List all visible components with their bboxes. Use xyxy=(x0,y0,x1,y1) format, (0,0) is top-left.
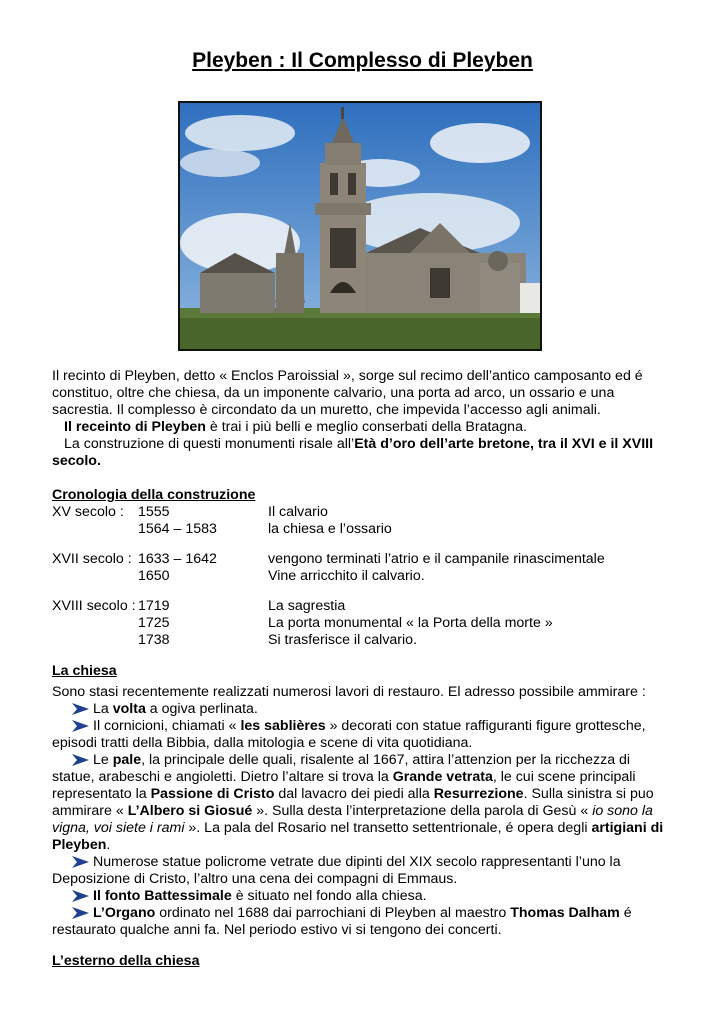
arrow-bullet-icon xyxy=(72,754,89,766)
chronology-group-xvii xyxy=(52,551,672,585)
arrow-bullet-icon xyxy=(72,703,89,715)
page-title: Pleyben : Il Complesso di Pleyben xyxy=(192,49,533,72)
list-item-organo: L’Organo ordinato nel 1688 dai parrochiani di Pleyben al maestro Thomas Dalham é restaurato qualche anni fa. Nel periodo estivo vi si tengono dei concerti. xyxy=(52,905,632,938)
arrow-bullet-icon xyxy=(72,907,89,919)
chronology-row: XVII secolo : 1633 – 1642 vengono terminati l’atrio e il campanile rinascimentale xyxy=(52,551,605,567)
chronology-row: XV secolo : 1555 Il calvario xyxy=(52,504,328,520)
list-item-pale: Le pale, la principale delle quali, risalente al 1667, attira l’attenzion per la ricchezza di statue, arabeschi e angioletti. Dietro l’altare si trova la Grande vetrata, le cui scene principali representato la Passione di Cristo dal lavacro dei piedi alla Resurrezione. Sulla sinistra si puo ammirare « L’Albero si Giosué ». Sulla desta l’interpretazione della parola di Gesù « io sono la vigna, voi siete i rami ». La pala del Rosario nel transetto settentrionale, é opera degli artigiani di Pleyben. xyxy=(52,752,664,853)
arrow-bullet-icon xyxy=(72,720,89,732)
chronology-row: 1564 – 1583 la chiesa e l’ossario xyxy=(138,521,392,537)
list-item-fonto: Il fonto Battessimale è situato nel fondo alla chiesa. xyxy=(52,888,672,905)
document-body xyxy=(52,368,672,970)
chronology-group-xviii xyxy=(52,598,672,649)
arrow-bullet-icon xyxy=(72,856,89,868)
list-item-sablieres: Il cornicioni, chiamati « les sablières » decorati con statue raffiguranti figure grottesche, episodi tratti della Bibbia, dalla mitologia e scene di vita quotidiana. xyxy=(52,718,646,751)
list-item-statue: Numerose statue policrome vetrate due dipinti del XIX secolo rappresentanti l’uno la Deposizione di Cristo, l’altro una cena dei compagni di Emmaus. xyxy=(52,854,621,887)
list-item-volta: La volta a ogiva perlinata. xyxy=(52,701,672,718)
intro-period: La construzione di questi monumenti risale all’Età d’oro dell’arte bretone, tra il XVI e il XVIII secolo. xyxy=(52,436,654,469)
intro-paragraph: Il recinto di Pleyben, detto « Enclos Paroissial », sorge sul recimo dell’antico camposanto ed é constituo, oltre che chiesa, da un imponente calvario, una porta ad arco, un ossario e una sacrestia. Il complesso è circondato da un muretto, che impevida l’accesso agli animali. xyxy=(52,368,643,418)
esterno-heading: L’esterno della chiesa xyxy=(52,953,200,969)
chronology-group-xv xyxy=(52,504,672,538)
chronology-row: 1725 La porta monumental « la Porta della morte » xyxy=(138,615,553,631)
chiesa-intro: Sono stasi recentemente realizzati numerosi lavori di restauro. El adresso possibile ammirare : xyxy=(52,684,646,700)
church-illustration xyxy=(180,103,540,349)
chronology-heading: Cronologia della construzione xyxy=(52,487,256,503)
chronology-row: XVIII secolo : 1719 La sagrestia xyxy=(52,598,346,614)
church-photo xyxy=(178,101,542,351)
arrow-bullet-icon xyxy=(72,890,89,902)
chronology-row: 1738 Si trasferisce il calvario. xyxy=(138,632,418,648)
chiesa-heading: La chiesa xyxy=(52,663,117,679)
chronology-row: 1650 Vine arricchito il calvario. xyxy=(138,568,425,584)
intro-highlight: Il receinto di Pleyben è trai i più belli e meglio conserbati della Bratagna. xyxy=(64,419,527,435)
